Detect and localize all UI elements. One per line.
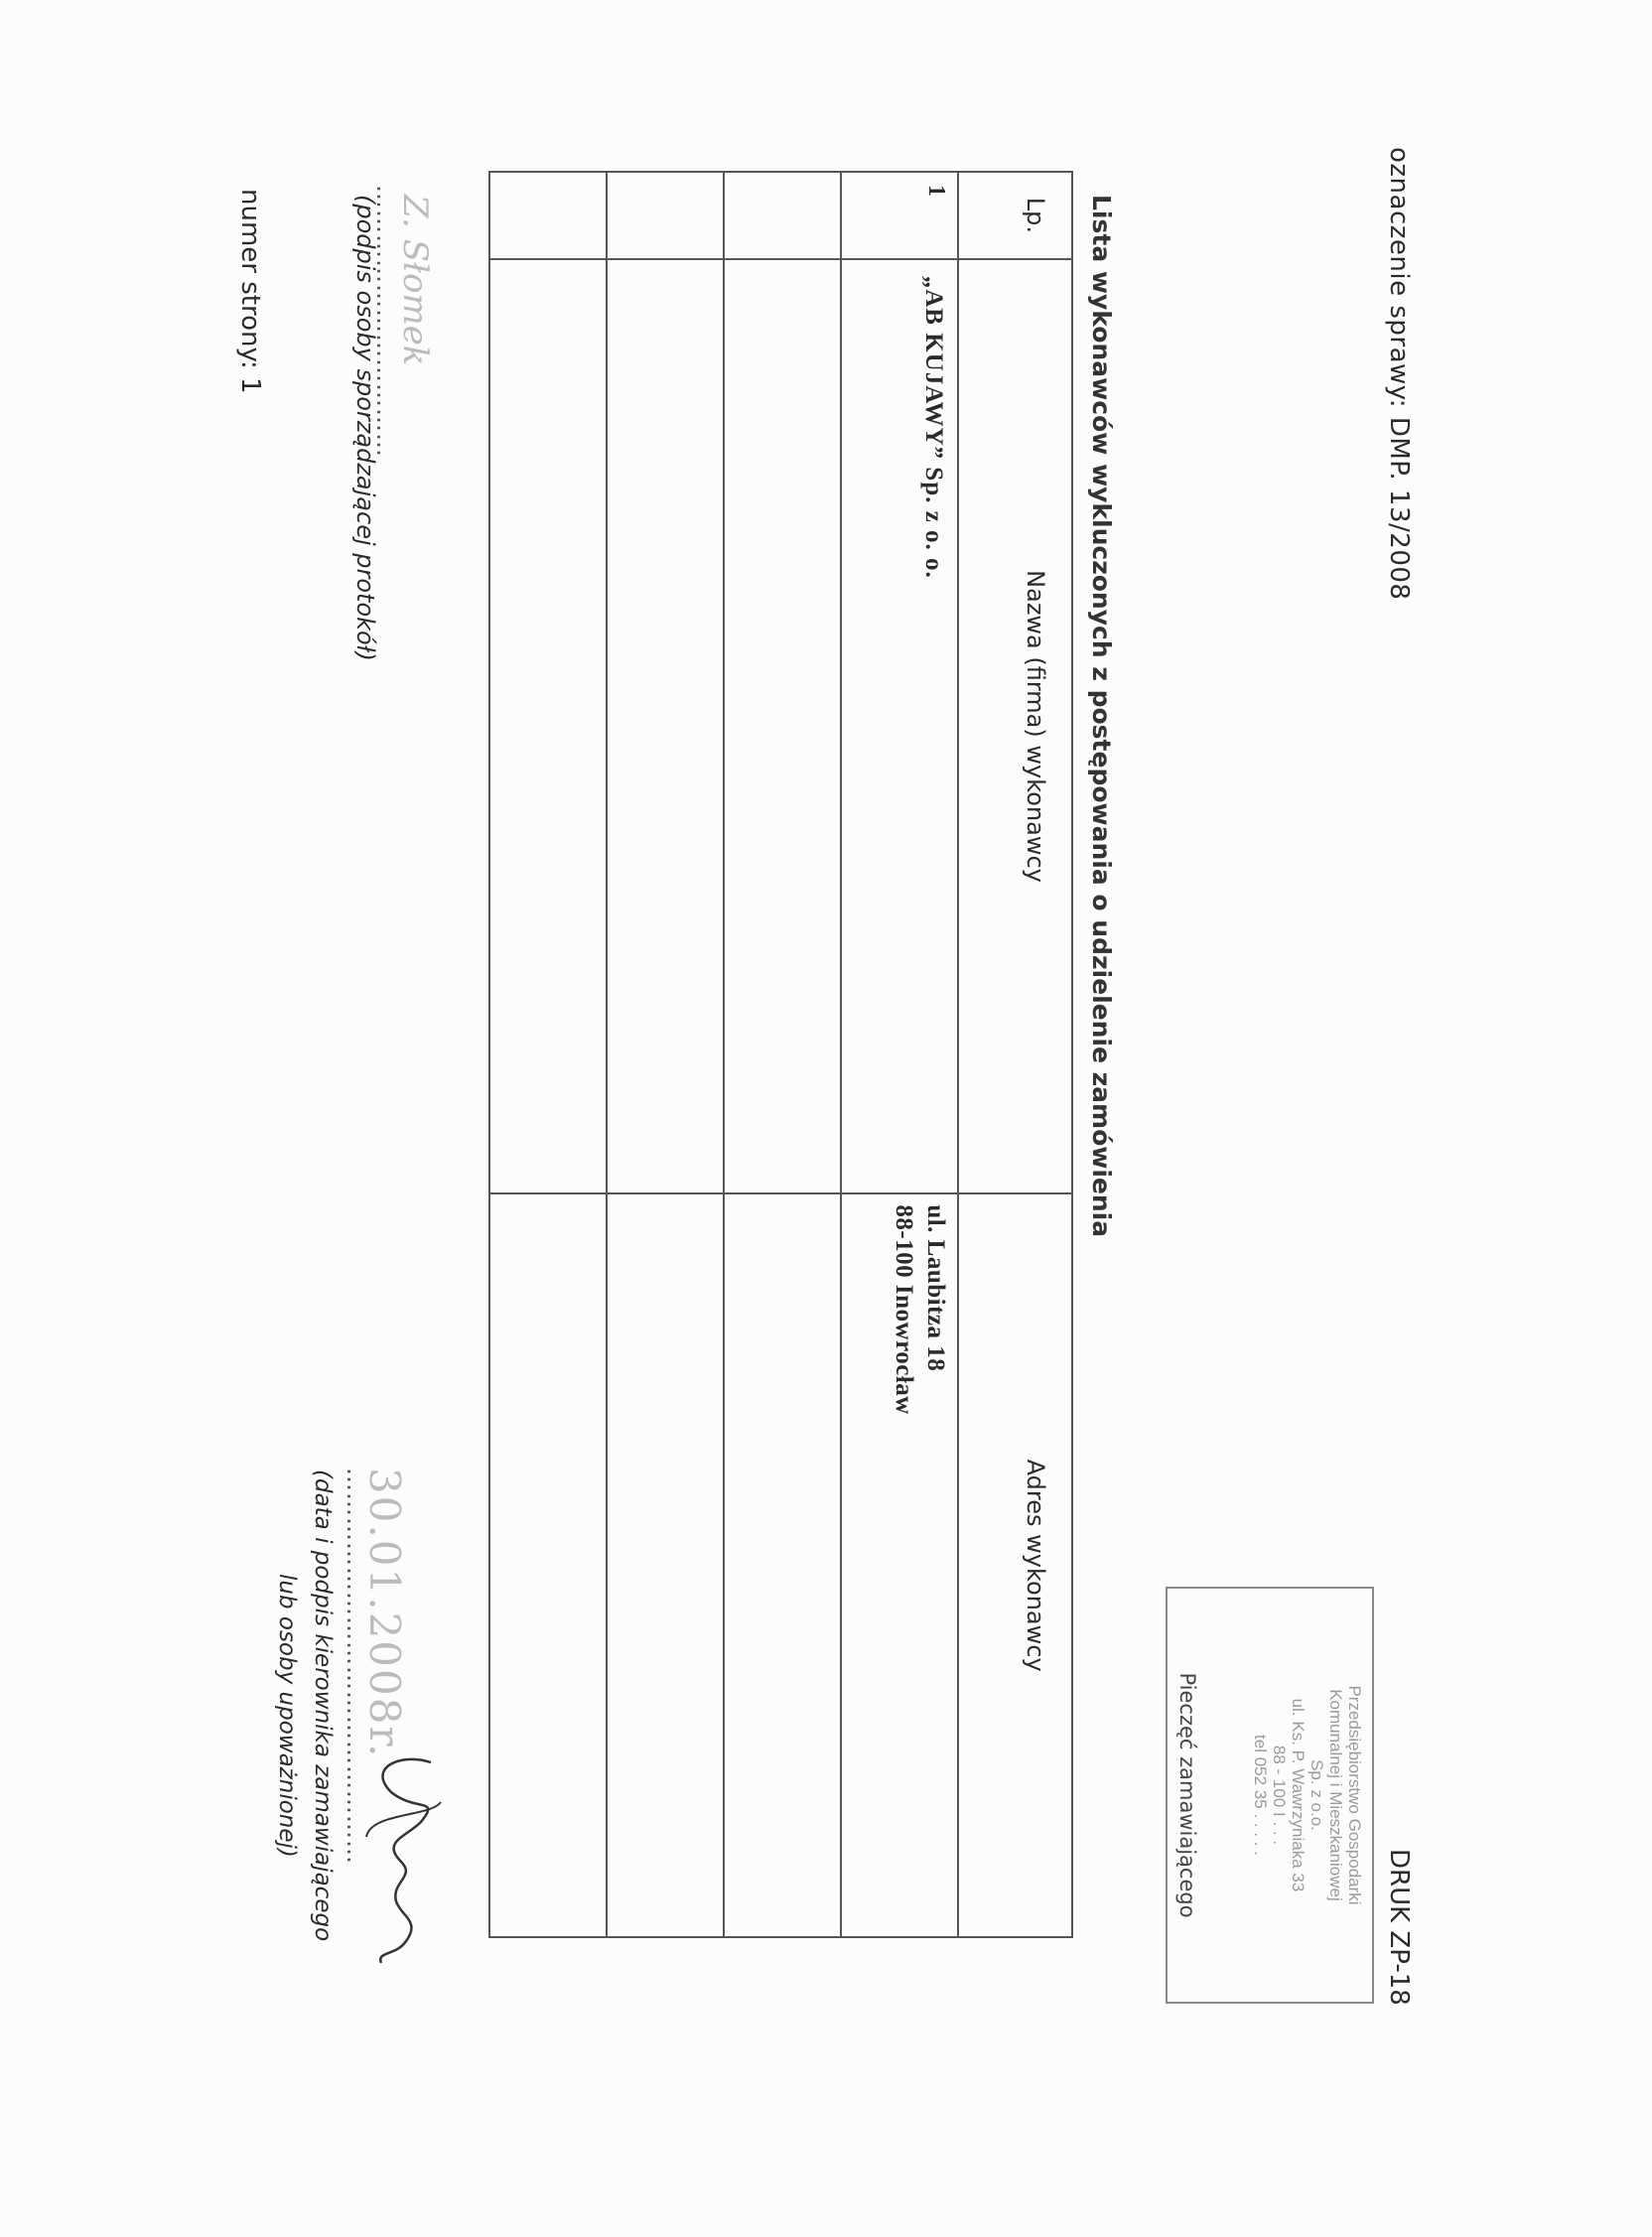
header-name: Nazwa (firma) wykonawcy	[958, 259, 1072, 1194]
cell-name	[607, 259, 724, 1194]
cell-lp	[489, 172, 607, 259]
cell-lp	[607, 172, 724, 259]
cell-name	[724, 259, 841, 1194]
director-caption: (data i podpis kierownika zamawiającego	[310, 1469, 336, 1942]
table-row	[607, 172, 724, 1937]
table-row	[841, 172, 958, 1937]
cell-address	[489, 1193, 607, 1937]
handwritten-date: 30.01.2008r.	[360, 1468, 409, 1759]
form-id: DRUK ZP-18	[1384, 1849, 1414, 2006]
cell-address: ul. Laubitza 18 88-100 Inowrocław	[841, 1193, 958, 1937]
cell-name	[489, 259, 607, 1194]
table-row	[489, 172, 607, 1937]
stamp-text: Przedsiębiorstwo Gospodarki Komunalnej i Mieszkaniowej Sp. z o.o. ul. Ks. P. Wawrzyniaka 33 88 - 100 I . . . tel 052 35 . . . . .	[1251, 1685, 1364, 1905]
cell-name: „AB KUJAWY” Sp. z o. o.	[841, 259, 958, 1194]
cell-lp	[724, 172, 841, 259]
header-lp: Lp.	[958, 172, 1072, 259]
company-stamp	[1166, 1587, 1374, 2004]
cell-address	[724, 1193, 841, 1937]
cell-address	[607, 1193, 724, 1937]
case-number: oznaczenie sprawy: DMP. 13/2008	[1384, 147, 1414, 601]
table-header-row	[958, 172, 1072, 1937]
preparer-caption: (podpis osoby sporządzającej protokół)	[351, 195, 379, 661]
document-title: Lista wykonawców wykluczonych z postępowania o udzielenie zamówienia	[1087, 195, 1116, 1238]
director-caption-cont: lub osoby upoważnionej)	[274, 1574, 300, 1858]
preparer-signature-line: ……………………………	[371, 185, 399, 458]
table-row	[724, 172, 841, 1937]
stamp-label: Pieczęć zamawiającego	[1175, 1672, 1199, 1918]
excluded-contractors-table	[488, 171, 1073, 1938]
preparer-signature: Z. Słomek	[395, 195, 435, 366]
page-number: numer strony: 1	[235, 189, 265, 394]
cell-lp: 1	[841, 172, 958, 259]
header-address: Adres wykonawcy	[958, 1193, 1072, 1937]
director-signature-line: …………………………………………	[342, 1468, 369, 1865]
